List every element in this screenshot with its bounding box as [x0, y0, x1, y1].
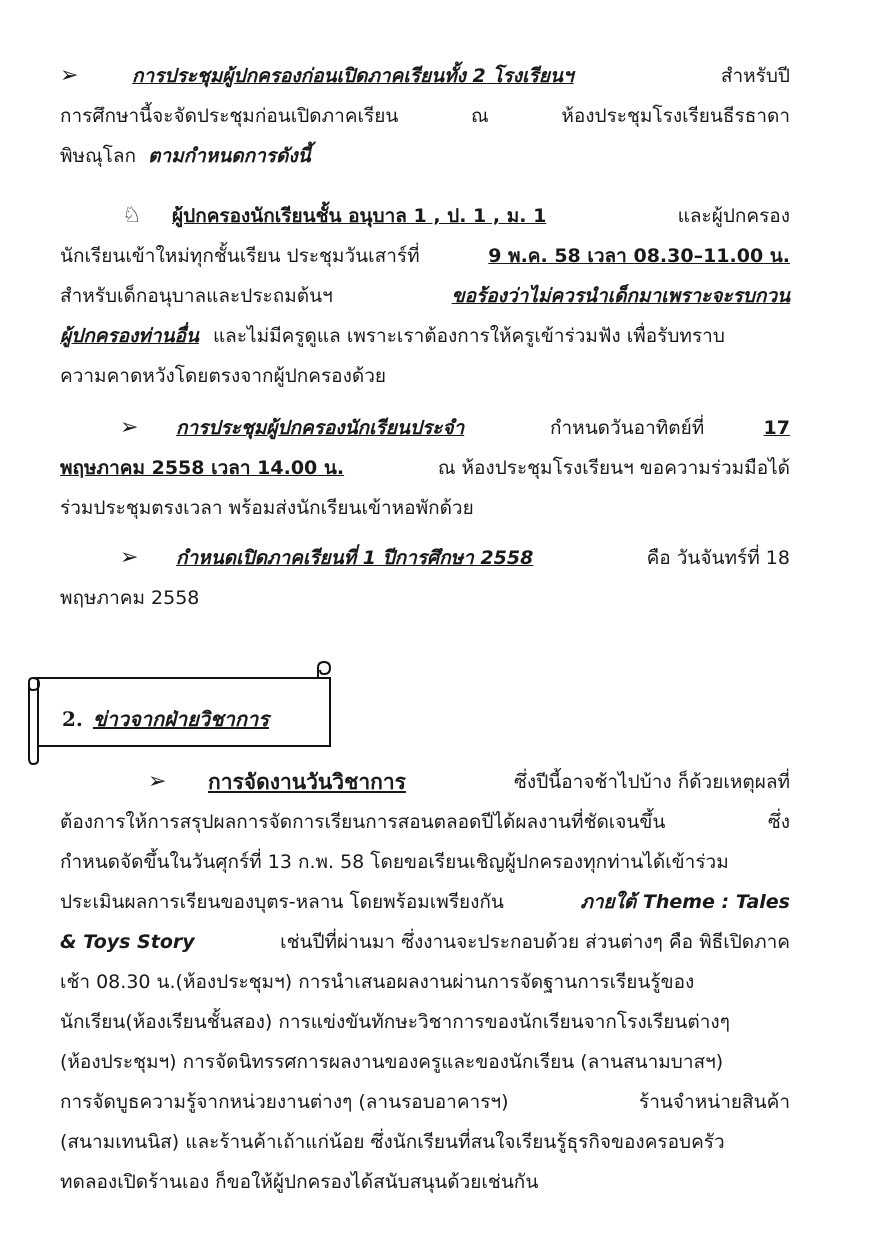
text: เช่นปีที่ผ่านมา ซึ่งงานจะประกอบด้วย ส่วนต่างๆ คือ พิธีเปิดภาค: [280, 931, 790, 953]
heading-new-students: ผู้ปกครองนักเรียนชั้น อนุบาล 1 , ป. 1 , ม. 1: [172, 205, 547, 227]
text-emphasis: ตามกำหนดการดังนี้: [148, 145, 311, 167]
text: ความคาดหวังโดยตรงจากผู้ปกครองด้วย: [60, 365, 387, 387]
text: สำหรับเด็กอนุบาลและประถมต้นฯ: [60, 285, 333, 307]
text-theme: ภายใต้ Theme : Tales: [580, 891, 790, 913]
text-date: 17: [763, 417, 790, 439]
arrow-bullet-icon: ➢: [120, 545, 139, 570]
text: (สนามเทนนิส) และร้านค้าเถ้าแก่น้อย ซึ่งนักเรียนที่สนใจเรียนรู้ธุรกิจของครอบครัว: [60, 1131, 725, 1153]
text: กำหนดจัดขึ้นในวันศุกร์ที่ 13 ก.พ. 58 โดยขอเรียนเชิญผู้ปกครองทุกท่านได้เข้าร่วม: [60, 851, 729, 873]
text: คือ วันจันทร์ที่ 18: [646, 547, 790, 569]
heading-parent-meeting: การประชุมผู้ปกครองก่อนเปิดภาคเรียนทั้ง 2 โรงเรียนฯ: [132, 65, 574, 87]
text: สำหรับปี: [720, 65, 790, 87]
text: การศึกษานี้จะจัดประชุมก่อนเปิดภาคเรียน: [60, 105, 399, 127]
text-theme: & Toys Story: [60, 931, 195, 953]
text: ทดลองเปิดร้านเอง ก็ขอให้ผู้ปกครองได้สนับสนุนด้วยเช่นกัน: [60, 1171, 539, 1193]
text: นักเรียน(ห้องเรียนชั้นสอง) การแข่งขันทักษะวิชาการของนักเรียนจากโรงเรียนต่างๆ: [60, 1011, 730, 1033]
arrow-bullet-icon: ➢: [148, 769, 167, 794]
text: ณ: [471, 105, 489, 127]
text: นักเรียนเข้าใหม่ทุกชั้นเรียน ประชุมวันเสาร์ที่: [60, 245, 420, 267]
text: ณ ห้องประชุมโรงเรียนฯ ขอความร่วมมือได้: [437, 457, 790, 479]
text-date: พฤษภาคม 2558 เวลา 14.00 น.: [60, 457, 345, 479]
section-number: 2.: [62, 707, 83, 731]
text: กำหนดวันอาทิตย์ที่: [550, 417, 705, 439]
arrow-bullet-icon: ➢: [120, 415, 139, 440]
text: ร้านจำหน่ายสินค้า: [639, 1091, 790, 1113]
text: ซึ่งปีนี้อาจช้าไปบ้าง ก็ด้วยเหตุผลที่: [514, 771, 790, 793]
text: และไม่มีครูดูแล เพราะเราต้องการให้ครูเข้าร่วมฟัง เพื่อรับทราบ: [212, 325, 725, 347]
text: ต้องการให้การสรุปผลการจัดการเรียนการสอนตลอดปีได้ผลงานที่ชัดเจนขึ้น: [60, 811, 666, 833]
text: และผู้ปกครอง: [677, 205, 790, 227]
section-title: ข่าวจากฝ่ายวิชาการ: [92, 707, 269, 731]
text: พิษณุโลก: [60, 145, 137, 167]
text: ซึ่ง: [767, 811, 790, 833]
text: ห้องประชุมโรงเรียนธีรธาดา: [561, 105, 790, 127]
text: เช้า 08.30 น.(ห้องประชุมฯ) การนำเสนอผลงานผ่านการจัดฐานการเรียนรู้ของ: [60, 971, 695, 993]
section-heading: [62, 704, 269, 734]
text: พฤษภาคม 2558: [60, 587, 200, 609]
section-banner: [28, 660, 336, 766]
heading-boarding-meeting: การประชุมผู้ปกครองนักเรียนประจำ: [176, 417, 465, 439]
heading-semester-start: กำหนดเปิดภาคเรียนที่ 1 ปีการศึกษา 2558: [176, 547, 534, 569]
pointing-hand-icon: ♘: [122, 203, 142, 228]
text: ร่วมประชุมตรงเวลา พร้อมส่งนักเรียนเข้าหอพักด้วย: [60, 497, 474, 519]
arrow-bullet-icon: ➢: [60, 63, 79, 88]
text: ประเมินผลการเรียนของบุตร-หลาน โดยพร้อมเพรียงกัน: [60, 891, 504, 913]
heading-academic-day: การจัดงานวันวิชาการ: [208, 770, 406, 794]
text-request: ขอร้องว่าไม่ควรนำเด็กมาเพราะจะรบกวน: [451, 285, 790, 307]
text-date: 9 พ.ค. 58 เวลา 08.30–11.00 น.: [488, 245, 790, 267]
text: (ห้องประชุมฯ) การจัดนิทรรศการผลงานของครูและของนักเรียน (ลานสนามบาสฯ): [60, 1051, 724, 1073]
text-request: ผู้ปกครองท่านอื่น: [60, 325, 199, 347]
text: การจัดบูธความรู้จากหน่วยงานต่างๆ (ลานรอบอาคารฯ): [60, 1091, 509, 1113]
